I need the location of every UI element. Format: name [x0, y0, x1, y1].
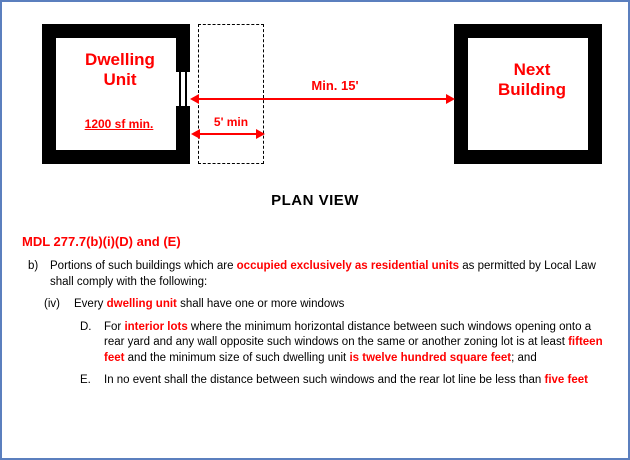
code-clause-text [74, 297, 608, 313]
code-clause-highlight: is twelve hundred square feet [349, 351, 512, 364]
five-foot-arrow-head-left-icon [191, 129, 200, 139]
code-clause-text [104, 373, 608, 389]
window-symbol-line-inner [185, 72, 187, 106]
code-clause [80, 320, 608, 367]
right-building-wall-left [454, 24, 468, 164]
next-building-label-line2: Building [498, 80, 566, 100]
plan-view-title: PLAN VIEW [271, 192, 359, 209]
next-building-label [472, 60, 592, 101]
code-clause-segment: ; and [511, 351, 537, 364]
dwelling-unit-label-line2: Unit [103, 70, 137, 90]
dwelling-unit-label [60, 50, 180, 91]
code-clause-segment: Every [74, 298, 107, 311]
left-building-wall-top [42, 24, 190, 38]
code-clause-segment: Portions of such buildings which are [50, 260, 237, 272]
code-clause-segment: In no event shall the distance between such windows and the rear lot line be less than [104, 374, 545, 387]
code-clause [80, 373, 608, 389]
min-15-arrow-head-right-icon [446, 94, 455, 104]
code-clause-list [22, 259, 608, 389]
five-foot-dimension-line [198, 133, 260, 135]
code-clause-highlight: dwelling unit [106, 298, 177, 311]
code-text-block [22, 234, 608, 396]
code-clause-marker: b) [28, 260, 39, 272]
code-clause-segment: shall have one or more windows [176, 298, 345, 311]
right-building-wall-bottom [454, 150, 602, 164]
five-foot-min-dimension-label: 5' min [213, 115, 249, 129]
next-building-label-line1: Next [513, 60, 551, 79]
min-15-arrow-head-left-icon [190, 94, 199, 104]
left-building-wall-bottom [42, 150, 190, 164]
code-clause [28, 259, 608, 290]
code-clause-marker: E. [80, 374, 91, 387]
code-clause-marker: D. [80, 320, 92, 333]
min-15-dimension-line [198, 98, 448, 100]
code-clause-text [104, 320, 608, 367]
code-clause-highlight: interior lots [124, 320, 188, 333]
five-foot-arrow-head-right-icon [256, 129, 265, 139]
dwelling-unit-area-label: 1200 sf min. [84, 117, 154, 131]
left-building-wall-left [42, 24, 56, 164]
code-clause-highlight: occupied exclusively as residential units [236, 260, 460, 272]
min-15-dimension-label: Min. 15' [311, 78, 359, 93]
code-clause-marker: (iv) [44, 298, 60, 311]
right-building-wall-top [454, 24, 602, 38]
code-clause-segment: where the minimum horizontal distance between such windows opening onto a rear yard and any wall opposite such windows on the same or another zoning lot is at least [104, 320, 592, 349]
rear-yard-dashed-boundary [198, 24, 264, 164]
code-reference-heading: MDL 277.7(b)(i)(D) and (E) [22, 234, 181, 249]
code-clause-segment: and the minimum size of such dwelling unit [124, 351, 350, 364]
code-clause-highlight: five feet [544, 374, 588, 387]
code-clause-segment: For [104, 320, 125, 333]
code-clause-highlight: fifteen feet [104, 336, 603, 364]
code-clause-segment: as permitted by Local Law shall comply with the following: [50, 260, 596, 288]
left-building-wall-right-lower [176, 106, 190, 164]
code-clause-text [50, 259, 608, 290]
code-clause [44, 297, 608, 313]
dwelling-unit-label-line1: Dwelling [85, 50, 155, 69]
plan-view-diagram [2, 2, 628, 224]
